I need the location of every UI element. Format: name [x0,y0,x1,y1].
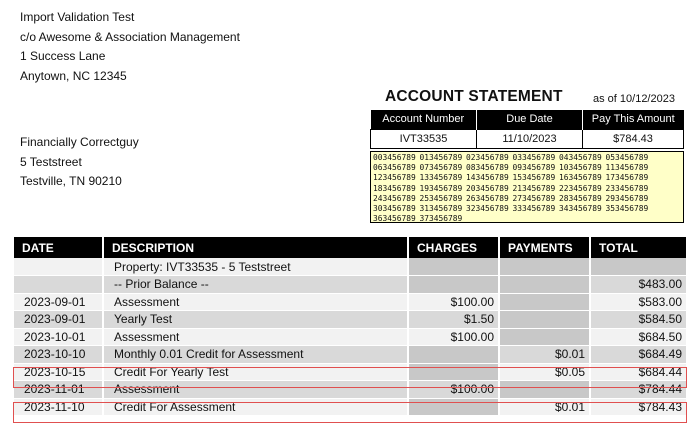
date-cell: 2023-09-01 [14,311,103,329]
code-line: 303456789 313456789 323456789 333456789 343456789 353456789 [373,204,649,214]
account-number-header: Account Number [371,110,477,129]
due-date-value: 11/10/2023 [477,129,583,148]
charges-cell [408,363,499,381]
date-column-header: DATE [14,237,103,258]
description-cell: Property: IVT33535 - 5 Teststreet [103,258,408,276]
code-line: 123456789 133456789 143456789 153456789 163456789 173456789 [373,173,649,183]
total-cell: $684.44 [590,363,686,381]
payments-cell [499,258,590,276]
payments-cell: $0.01 [499,398,590,416]
payments-cell [499,381,590,399]
total-cell: $583.00 [590,293,686,311]
sender-line: c/o Awesome & Association Management [20,29,240,44]
charges-cell: $1.50 [408,311,499,329]
recipient-line: Financially Correctguy [20,135,139,149]
recipient-address [20,133,139,192]
charges-cell [408,276,499,294]
sender-line: Import Validation Test [20,10,135,24]
date-cell: 2023-10-01 [14,328,103,346]
table-row [14,346,686,364]
account-summary-header-row [371,110,684,129]
sender-line: 1 Success Lane [20,49,106,63]
date-cell: 2023-10-10 [14,346,103,364]
total-cell: $784.43 [590,398,686,416]
total-cell: $684.49 [590,346,686,364]
total-cell [590,258,686,276]
table-row [14,311,686,329]
description-cell: Credit For Assessment [103,398,408,416]
date-cell [14,276,103,294]
sender-line: Anytown, NC 12345 [20,68,127,83]
description-cell: Assessment [103,293,408,311]
statement-as-of-date: as of 10/12/2023 [593,93,675,105]
table-row [14,398,686,416]
recipient-line: 5 Teststreet [20,154,82,169]
description-cell: Credit For Yearly Test [103,363,408,381]
payments-cell [499,293,590,311]
table-row [14,276,686,294]
ledger-header-row [14,237,686,258]
payments-cell [499,276,590,294]
account-summary-value-row [371,129,684,148]
charges-column-header: CHARGES [408,237,499,258]
table-row [14,381,686,399]
payments-cell [499,328,590,346]
charges-cell: $100.00 [408,328,499,346]
date-cell: 2023-09-01 [14,293,103,311]
total-cell: $684.50 [590,328,686,346]
pay-amount-header: Pay This Amount [583,110,684,129]
code-line: 183456789 193456789 203456789 213456789 223456789 233456789 [373,183,649,193]
total-column-header: TOTAL [590,237,686,258]
date-cell: 2023-11-01 [14,381,103,399]
total-cell: $584.50 [590,311,686,329]
payments-column-header: PAYMENTS [499,237,590,258]
charges-cell: $100.00 [408,293,499,311]
table-row [14,328,686,346]
payments-cell: $0.01 [499,346,590,364]
account-number-value: IVT33535 [371,129,477,148]
table-row [14,363,686,381]
charges-cell [408,346,499,364]
table-row [14,258,686,276]
description-cell: Assessment [103,328,408,346]
code-line: 063456789 073456789 083456789 093456789 103456789 113456789 [373,163,649,173]
total-cell: $483.00 [590,276,686,294]
total-cell: $784.44 [590,381,686,399]
ledger-table [14,237,686,416]
description-cell: -- Prior Balance -- [103,276,408,294]
recipient-line: Testville, TN 90210 [20,174,122,188]
code-line: 243456789 253456789 263456789 273456789 283456789 293456789 [373,193,649,203]
date-cell [14,258,103,276]
sender-address [20,8,240,86]
pay-amount-value: $784.43 [583,129,684,148]
statement-title: ACCOUNT STATEMENT [385,88,563,105]
description-cell: Monthly 0.01 Credit for Assessment [103,346,408,364]
payments-cell [499,311,590,329]
account-code-block [370,151,684,223]
payments-cell: $0.05 [499,363,590,381]
table-row [14,293,686,311]
due-date-header: Due Date [477,110,583,129]
code-line: 363456789 373456789 [373,214,463,223]
code-line: 003456789 013456789 023456789 033456789 043456789 053456789 [373,153,649,162]
description-cell: Yearly Test [103,311,408,329]
account-summary-table [370,110,684,149]
description-cell: Assessment [103,381,408,399]
charges-cell [408,258,499,276]
charges-cell [408,398,499,416]
date-cell: 2023-10-15 [14,363,103,381]
description-column-header: DESCRIPTION [103,237,408,258]
date-cell: 2023-11-10 [14,398,103,416]
charges-cell: $100.00 [408,381,499,399]
